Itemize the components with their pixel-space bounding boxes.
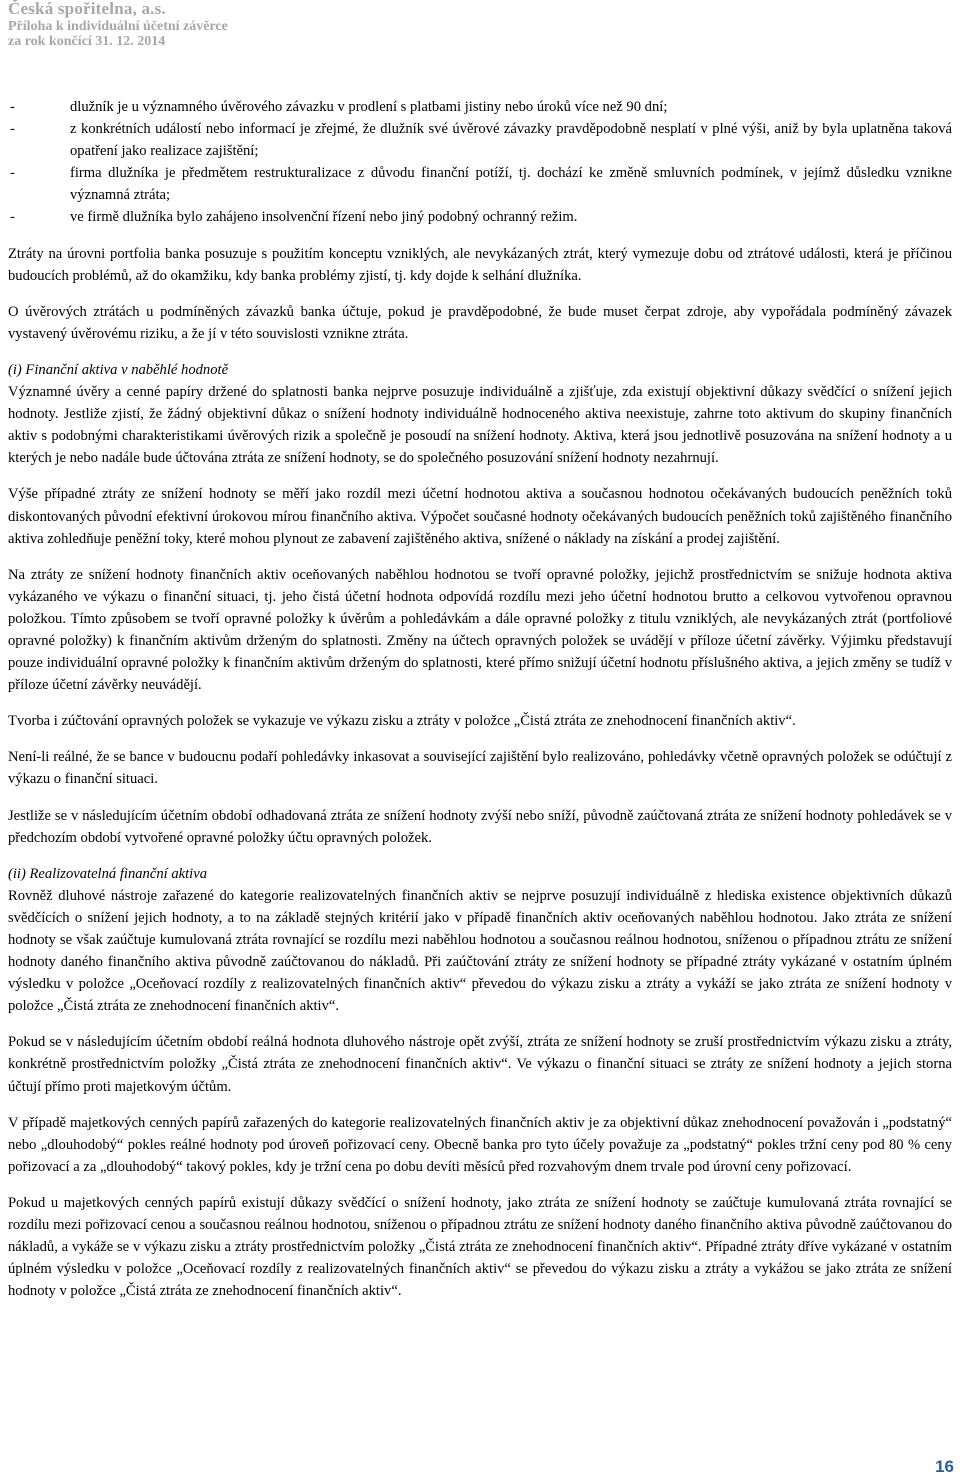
criteria-list — [8, 96, 952, 229]
list-item: - firma dlužníka je předmětem restrukturalizace z důvodu finanční potíží, tj. dochází ke změně smluvních podmínek, v jejímž důsledku vznikne významná ztráta; — [8, 162, 952, 206]
header-subtitle: Příloha k individuální účetní závěrce — [8, 18, 228, 34]
page-body — [8, 96, 952, 1316]
list-item: - ve firmě dlužníka bylo zahájeno insolvenční řízení nebo jiný podobný ochranný režim. — [8, 206, 952, 228]
paragraph-impairment-measure: Výše případné ztráty ze snížení hodnoty se měří jako rozdíl mezi účetní hodnotou aktiva a současnou hodnotou očekávaných budoucích peněžních toků diskontovaných původní efektivní úrokovou mírou finančního aktiva. Výpočet současné hodnoty očekávaných budoucích peněžních toků zajištěného finančního aktiva zohledňuje peněžní toky, které mohou plynout ze zabavení zajištěného aktiva, snížené o náklady na získání a prodej zajištění. — [8, 486, 952, 547]
paragraph-creation-release: Tvorba i zúčtování opravných položek se vykazuje ve výkazu zisku a ztráty v položce „Čistá ztráta ze znehodnocení finančních aktiv“. — [8, 713, 796, 730]
paragraph-text: Významné úvěry a cenné papíry držené do splatnosti banka nejprve posuzuje individuálně a zjišťuje, zda existují objektivní důkazy svědčící o snížení jejich hodnoty. Jestliže zjistí, že žádný objektivní důkaz o snížení hodnoty individuálně hodnoceného aktiva neexistuje, zahrne toto aktivum do skupiny finančních aktiv s podobnými charakteristikami úvěrových rizik a společně je posoudí na snížení hodnoty. Aktiva, která jsou jednotlivě posuzována na snížení hodnoty a u kterých je nebo nadále bude účtována ztráta ze snížení hodnoty, se do společného posuzování snížení hodnoty nezahrnují. — [8, 384, 952, 467]
page-number: 16 — [935, 1457, 954, 1476]
company-name: Česká spořitelna, a.s. — [8, 0, 166, 18]
paragraph-contingent-liabilities: O úvěrových ztrátách u podmíněných závazků banka účtuje, pokud je pravděpodobné, že bude muset čerpat zdroje, aby vypořádala podmíněný závazek vystavený úvěrovému riziku, a že jí v této souvislosti vznikne ztráta. — [8, 303, 952, 342]
header-period: za rok končící 31. 12. 2014 — [8, 34, 166, 50]
section-available-for-sale — [8, 863, 952, 1018]
section-amortised-cost — [8, 359, 952, 469]
paragraph-debt-reversal: Pokud se v následujícím účetním období reálná hodnota dluhového nástroje opět zvýší, ztráta ze snížení hodnoty se zruší prostřednictvím výkazu zisku a ztráty, konkrétně prostřednictvím položky „Čistá ztráta ze znehodnocení finančních aktiv“. Ve výkazu o finanční situaci se ztráty ze snížení hodnoty a jejich storna účtují přímo proti majetkovým účtům. — [8, 1034, 952, 1095]
list-item: - z konkrétních událostí nebo informací je zřejmé, že dlužník své úvěrové závazky pravděpodobně nesplatí v plné výši, aniž by byla uplatněna taková opatření jako realizace zajištění; — [8, 118, 952, 162]
paragraph-allowances: Na ztráty ze snížení hodnoty finančních aktiv oceňovaných naběhlou hodnotou se tvoří opravné položky, jejichž prostřednictvím se snižuje hodnota aktiva vykázaného ve výkazu o finanční situaci, tj. jeho čistá účetní hodnota odpovídá rozdílu mezi jeho účetní hodnotou brutto a celkovou vytvořenou opravnou položkou. Tímto způsobem se tvoří opravné položky k úvěrům a pohledávkám a dále opravné položky z titulu vzniklých, ale nevykázaných ztrát (portfoliové opravné položky) k finančním aktivům drženým do splatnosti. Změny na účtech opravných položek se uvádějí v příloze účetní závěrky. Výjimku představují pouze individuální opravné položky k finančním aktivům drženým do splatnosti, které přímo snižují účetní hodnotu příslušného aktiva, a jejich změny se tudíž v příloze účetní závěrky neuvádějí. — [8, 566, 952, 694]
paragraph-reversal: Jestliže se v následujícím účetním období odhadovaná ztráta ze snížení hodnoty zvýší nebo sníží, původně zaúčtovaná ztráta ze snížení hodnoty pohledávek se v předchozím období vytvořené opravné položky účtu opravných položek. — [8, 807, 952, 846]
paragraph-text: Rovněž dluhové nástroje zařazené do kategorie realizovatelných finančních aktiv se nejprve posuzují individuálně z hlediska existence objektivních důkazů svědčících o snížení jejich hodnoty, a to na základě stejných kritérií jako v případě finančních aktiv oceňovaných naběhlou hodnotou. Jako ztráta ze snížení hodnoty se však zaúčtuje kumulovaná ztráta rovnající se rozdílu mezi naběhlou hodnotou a současnou reálnou hodnotou, sníženou o případnou ztrátu ze snížení hodnoty daného finančního aktiva původně zaúčtovanou do nákladů. Při zaúčtování ztráty ze snížení hodnoty se případné ztráty vykázané v ostatním úplném výsledku v položce „Oceňovací rozdíly z realizovatelných finančních aktiv“ převedou do výkazu zisku a ztráty a vykáží se jako ztráta ze snížení hodnoty v položce „Čistá ztráta ze znehodnocení finančních aktiv“. — [8, 887, 952, 1015]
paragraph-equity-impairment: Pokud u majetkových cenných papírů existují důkazy svědčící o snížení hodnoty, jako ztráta ze snížení hodnoty se zaúčtuje kumulovaná ztráta rovnající se rozdílu mezi pořizovací cenou a současnou reálnou hodnotou, sníženou o případnou ztrátu ze snížení hodnoty daného finančního aktiva původně zaúčtovanou do nákladů, a vykáže se v výkazu zisku a ztráty prostřednictvím položky „Čistá ztráta ze znehodnocení finančních aktiv“. Případné ztráty dříve vykázané v ostatním úplném výsledku v položce „Oceňovací rozdíly z realizovatelných finančních aktiv“ se převedou do výkazu zisku a ztráty a vykážou se jako ztráta ze snížení hodnoty v položce „Čistá ztráta ze znehodnocení finančních aktiv“. — [8, 1194, 952, 1300]
section-heading: (i) Finanční aktiva v naběhlé hodnotě — [8, 361, 229, 378]
paragraph-write-off: Není-li reálné, že se bance v budoucnu podaří pohledávky inkasovat a související zajištění bylo realizováno, pohledávky včetně opravných položek se odúčtují z výkazu o finanční situaci. — [8, 749, 952, 788]
list-item: - dlužník je u významného úvěrového závazku v prodlení s platbami jistiny nebo úroků více než 90 dní; — [8, 96, 952, 118]
paragraph-equity-objective-evidence: V případě majetkových cenných papírů zařazených do kategorie realizovatelných finančních aktiv je za objektivní důkaz znehodnocení považován i „podstatný“ nebo „dlouhodobý“ pokles reálné hodnoty pod úroveň pořizovací ceny. Obecně banka pro tyto účely považuje za „podstatný“ pokles tržní ceny pod 80 % ceny pořizovací a za „dlouhodobý“ takový pokles, kdy je tržní cena po dobu devíti měsíců před rozvahovým dnem trvale pod úrovní ceny pořizovací. — [8, 1114, 952, 1175]
paragraph-portfolio-losses: Ztráty na úrovni portfolia banka posuzuje s použitím konceptu vzniklých, ale nevykázaných ztrát, který vymezuje dobu od ztrátové události, která je příčinou budoucích problémů, až do okamžiku, kdy banka problémy zjistí, tj. kdy dojde k selhání dlužníka. — [8, 245, 952, 284]
section-heading: (ii) Realizovatelná finanční aktiva — [8, 865, 207, 882]
document-header — [8, 0, 228, 49]
